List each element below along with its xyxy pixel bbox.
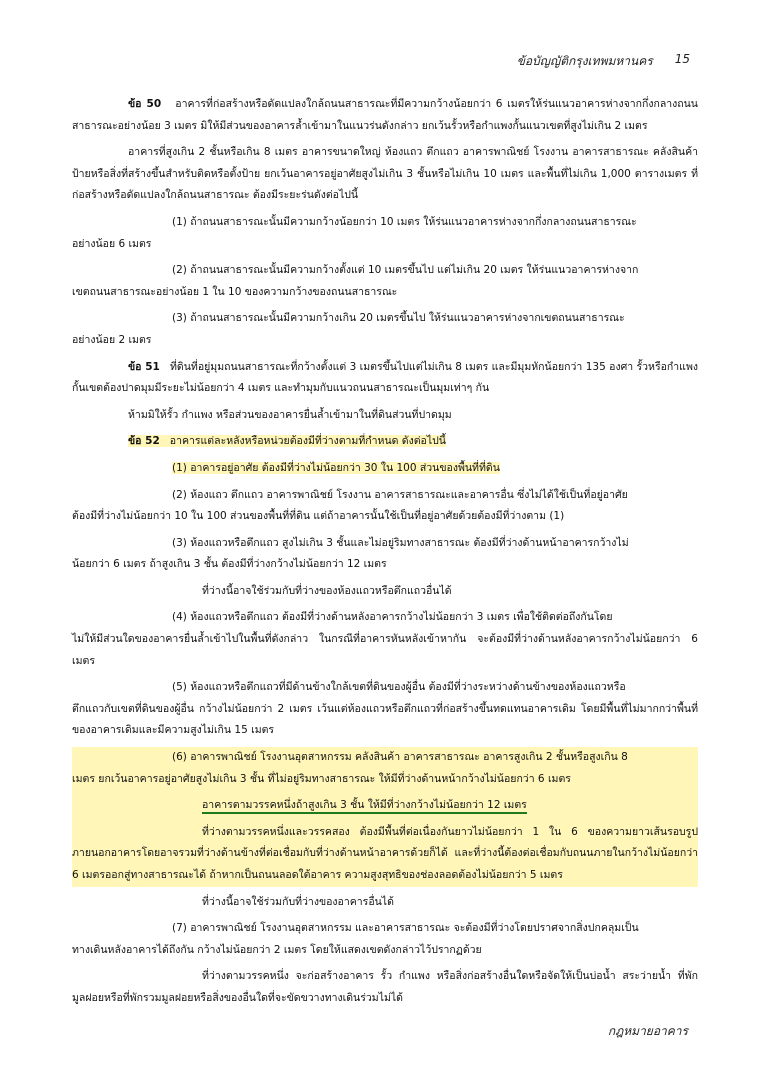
article-50-item-3-line-2: อย่างน้อย 2 เมตร [72,333,152,346]
header-title: ข้อบัญญัติกรุงเทพมหานคร [516,54,653,68]
article-52-intro [72,431,698,453]
article-52-item-4 [72,607,698,672]
article-50-item-2-line-1: (2) ถ้าถนนสาธารณะนั้นมีความกว้างตั้งแต่ 10 เมตรขึ้นไป แต่ไม่เกิน 20 เมตร ให้ร่นแนวอาคารห่างจาก [172,264,639,277]
article-52-item-7-line-2: ทางเดินหลังอาคารได้ถึงกัน กว้างไม่น้อยกว่า 2 เมตร โดยให้แสดงเขตดังกล่าวไว้ปรากฏด้วย [72,943,482,956]
article-52-item-3-line-1: (3) ห้องแถวหรือตึกแถว สูงไม่เกิน 3 ชั้นและไม่อยู่ริมทางสาธารณะ ต้องมีที่ว่างด้านหน้าอาคารกว้างไม่ [172,536,629,549]
article-50-item-1 [72,212,698,255]
article-52-item-3 [72,533,698,576]
article-52-item-2 [72,485,698,528]
article-52-item-6-line-2: เมตร ยกเว้นอาคารอยู่อาศัยสูงไม่เกิน 3 ชั้น ที่ไม่อยู่ริมทางสาธารณะ ให้มีที่ว่างด้านหน้ากว้างไม่น้อยกว่า 6 เมตร [72,772,571,785]
article-52-item-6-underlined-text: อาคารตามวรรคหนึ่งถ้าสูงเกิน 3 ชั้น ให้มีที่ว่างกว้างไม่น้อยกว่า 12 เมตร [202,799,527,814]
article-52-intro-highlight [128,435,446,447]
article-50-text: อาคารที่ก่อสร้างหรือดัดแปลงใกล้ถนนสาธารณะที่มีความกว้างน้อยกว่า 6 เมตรให้ร่นแนวอาคารห่างจากกึ่งกลางถนนสาธารณะอย่างน้อย 3 เมตร มิให้มีส่วนของอาคารล้ำเข้ามาในแนวร่นดังกล่าว ยกเว้นรั้วหรือกำแพงกั้นแนวเขตที่สูงไม่เกิน 2 เมตร [72,98,698,132]
article-52-item-6 [72,747,698,790]
article-52-item-5-line-2: ตึกแถวกับเขตที่ดินของผู้อื่น กว้างไม่น้อยกว่า 2 เมตร เว้นแต่ห้องแถวหรือตึกแถวที่ก่อสร้างขึ้นทดแทนอาคารเดิม โดยมีพื้นที่ไม่มากกว่าพื้นที่ของอาคารเดิมและมีความสูงไม่เกิน 15 เมตร [72,702,698,737]
article-50-item-2 [72,260,698,303]
article-52-item-7 [72,918,698,961]
article-51-paragraph-2: ห้ามมิให้รั้ว กำแพง หรือส่วนของอาคารยื่นล้ำเข้ามาในที่ดินส่วนที่ปาดมุม [128,408,452,421]
article-52-item-3-line-2: น้อยกว่า 6 เมตร ถ้าสูงเกิน 3 ชั้น ต้องมีที่ว่างกว้างไม่น้อยกว่า 12 เมตร [72,558,387,571]
article-50-number: ข้อ 50 [128,98,162,110]
article-52-item-6-paragraph-3: ที่ว่างตามวรรคหนึ่งและวรรคสอง ต้องมีพื้นที่ต่อเนื่องกันยาวไม่น้อยกว่า 1 ใน 6 ของความยาวเส้นรอบรูปภายนอกอาคารโดยอาจรวมที่ว่างด้านข้างที่ต่อเชื่อมกับที่ว่างด้านหน้าอาคารด้วยก็ได้ และที่ว่างนี้ต้องต่อเชื่อมกับถนนภายในกว้างไม่น้อยกว่า 6 เมตรออกสู่ทางสาธารณะได้ ถ้าหากเป็นถนนลอดใต้อาคาร ความสูงสุทธิของช่องลอดต้องไม่น้อยกว่า 5 เมตร [72,825,698,881]
article-52-item-2-line-1: (2) ห้องแถว ตึกแถว อาคารพาณิชย์ โรงงาน อาคารสาธารณะและอาคารอื่น ซึ่งไม่ได้ใช้เป็นที่อยู่อาศัย [172,488,628,501]
page-header [517,52,690,71]
article-52-item-6-line-1: (6) อาคารพาณิชย์ โรงงานอุตสาหกรรม คลังสินค้า อาคารสาธารณะ อาคารสูงเกิน 2 ชั้นหรือสูงเกิน 8 [172,751,628,764]
article-50-item-3-line-1: (3) ถ้าถนนสาธารณะนั้นมีความกว้างเกิน 20 เมตรขึ้นไป ให้ร่นแนวอาคารห่างจากเขตถนนสาธารณะ [172,312,625,325]
article-52-item-3-note: ที่ว่างนี้อาจใช้ร่วมกับที่ว่างของห้องแถวหรือตึกแถวอื่นได้ [202,584,452,597]
article-52-item-1-text: (1) อาคารอยู่อาศัย ต้องมีที่ว่างไม่น้อยกว่า 30 ใน 100 ส่วนของพื้นที่ที่ดิน [172,461,500,474]
article-52-number: ข้อ 52 [128,435,160,448]
article-51-number: ข้อ 51 [128,360,160,373]
page-footer: กฎหมายอาคาร [607,1024,688,1038]
article-50-paragraph-1 [72,94,698,137]
article-52-item-6-highlight-block [72,747,698,887]
article-50-item-2-line-2: เขตถนนสาธารณะอย่างน้อย 1 ใน 10 ของความกว้างของถนนสาธารณะ [72,285,398,298]
article-50-item-3 [72,308,698,351]
article-52-item-5 [72,677,698,742]
article-52-item-4-line-2: ไม่ให้มีส่วนใดของอาคารยื่นล้ำเข้าไปในพื้นที่ดังกล่าว ในกรณีที่อาคารหันหลังเข้าหากัน จะต้องมีที่ว่างด้านหลังอาคารกว้างไม่น้อยกว่า 6 เมตร [72,633,698,667]
article-50-item-1-line-1: (1) ถ้าถนนสาธารณะนั้นมีความกว้างน้อยกว่า 10 เมตร ให้ร่นแนวอาคารห่างจากกึ่งกลางถนนสาธารณะ [172,215,637,228]
article-51-paragraph-1 [72,357,698,400]
article-50-item-1-line-2: อย่างน้อย 6 เมตร [72,237,152,250]
article-52-item-5-line-1: (5) ห้องแถวหรือตึกแถวที่มีด้านข้างใกล้เขตที่ดินของผู้อื่น ต้องมีที่ว่างระหว่างด้านข้างของห้องแถวหรือ [172,681,626,694]
article-52-item-1 [72,458,698,480]
page-number: 15 [674,52,690,66]
article-52-item-6-paragraph-2 [72,795,698,817]
article-52-item-7-line-1: (7) อาคารพาณิชย์ โรงงานอุตสาหกรรม และอาคารสาธารณะ จะต้องมีที่ว่างโดยปราศจากสิ่งปกคลุมเป็น [172,922,639,935]
article-52-item-7-paragraph-2: ที่ว่างตามวรรคหนึ่ง จะก่อสร้างอาคาร รั้ว กำแพง หรือสิ่งก่อสร้างอื่นใดหรือจัดให้เป็นบ่อน้ำ สระว่ายน้ำ ที่พักมูลฝอยหรือที่พักรวมมูลฝอยหรือสิ่งของอื่นใดที่จะขัดขวางทางเดินร่วมไม่ได้ [72,970,698,1004]
article-52-intro-text: อาคารแต่ละหลังหรือหน่วยต้องมีที่ว่างตามที่กำหนด ดังต่อไปนี้ [169,435,446,448]
document-body [72,94,698,1015]
article-50-paragraph-2: อาคารที่สูงเกิน 2 ชั้นหรือเกิน 8 เมตร อาคารขนาดใหญ่ ห้องแถว ตึกแถว อาคารพาณิชย์ โรงงาน อาคารสาธารณะ คลังสินค้า ป้ายหรือสิ่งที่สร้างขึ้นสำหรับติดหรือตั้งป้าย ยกเว้นอาคารอยู่อาศัยสูงไม่เกิน 3 ชั้นหรือไม่เกิน 10 เมตร และพื้นที่ไม่เกิน 1,000 ตารางเมตร ที่ก่อสร้างหรือดัดแปลงใกล้ถนนสาธารณะ ต้องมีระยะร่นดังต่อไปนี้ [72,146,698,202]
article-52-item-2-line-2: ต้องมีที่ว่างไม่น้อยกว่า 10 ใน 100 ส่วนของพื้นที่ที่ดิน แต่ถ้าอาคารนั้นใช้เป็นที่อยู่อาศัยด้วยต้องมีที่ว่างตาม (1) [72,510,565,523]
article-52-item-4-line-1: (4) ห้องแถวหรือตึกแถว ต้องมีที่ว่างด้านหลังอาคารกว้างไม่น้อยกว่า 3 เมตร เพื่อใช้ติดต่อถึงกันโดย [172,611,613,624]
article-52-item-6-note: ที่ว่างนี้อาจใช้ร่วมกับที่ว่างของอาคารอื่นได้ [202,895,394,908]
article-51-text: ที่ดินที่อยู่มุมถนนสาธารณะที่กว้างตั้งแต่ 3 เมตรขึ้นไปแต่ไม่เกิน 8 เมตร และมีมุมหักน้อยกว่า 135 องศา รั้วหรือกำแพงกั้นเขตต้องปาดมุมมีระยะไม่น้อยกว่า 4 เมตร และทำมุมกับแนวถนนสาธารณะเป็นมุมเท่าๆ กัน [72,360,698,395]
